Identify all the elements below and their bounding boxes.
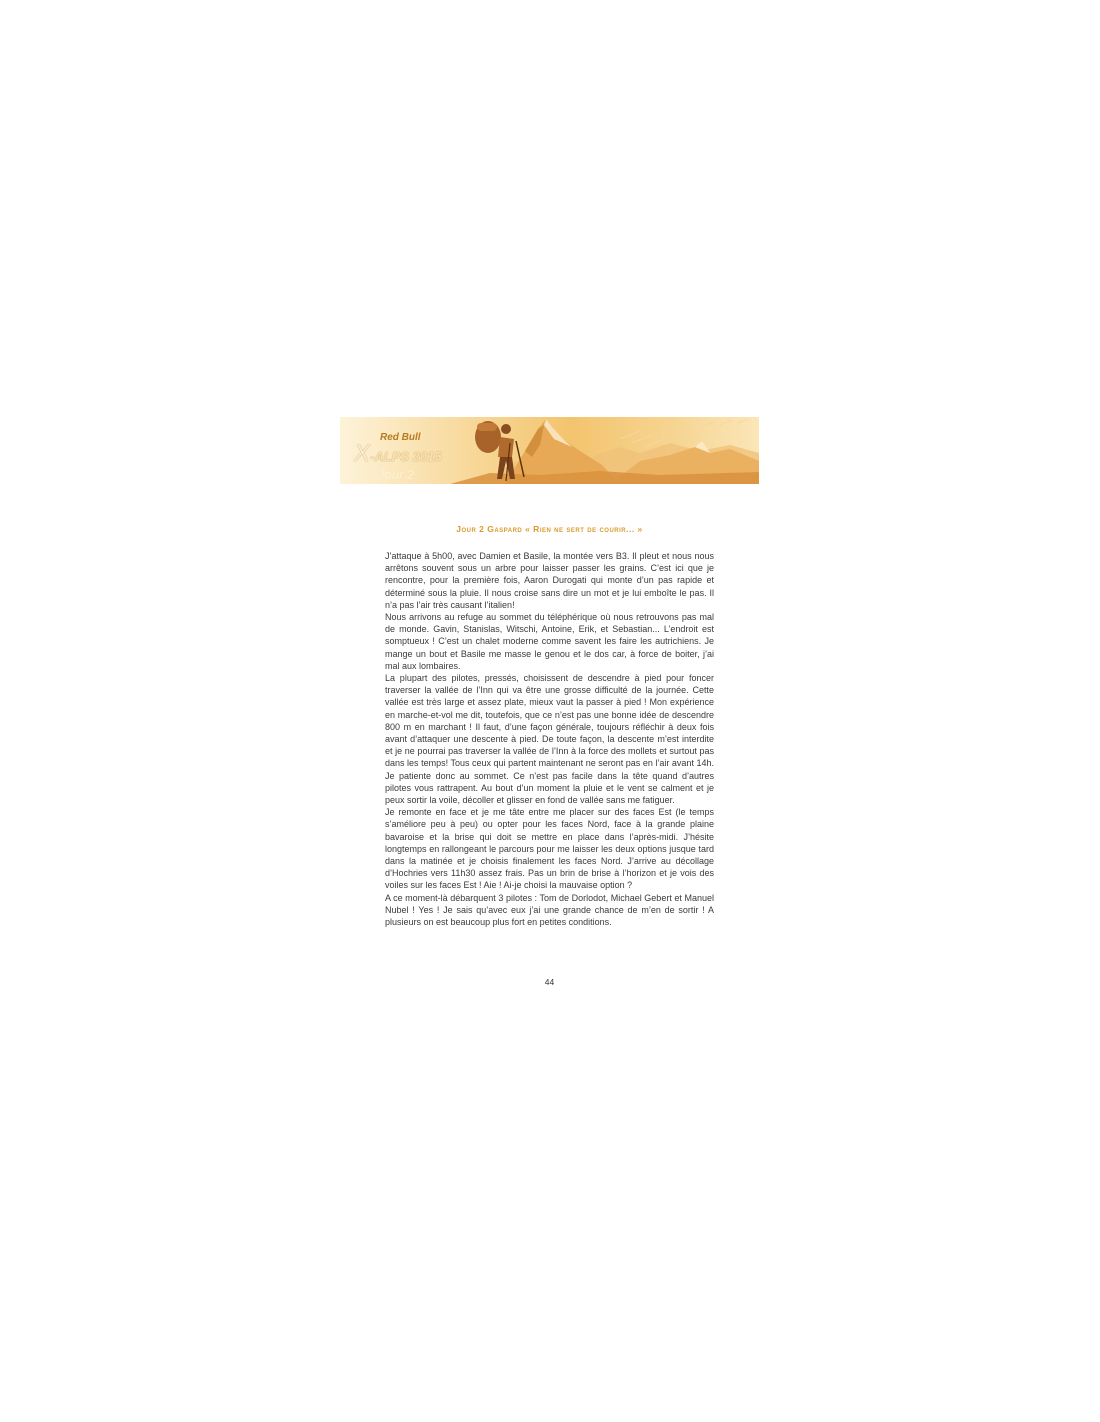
paragraph: Nous arrivons au refuge au sommet du téléphérique où nous retrouvons pas mal de monde. Gavin, Stanislas, Witschi, Antoine, Erik, et Sebastian... L’endroit est somptueux ! C’est un chalet moderne comme savent les faire les autrichiens. Je mange un bout et Basile me masse le genou et le dos car, à force de boiter, j’ai mal aux lombaires.: [385, 612, 714, 671]
paragraph: La plupart des pilotes, pressés, choisissent de descendre à pied pour foncer traverser la vallée de l’Inn qui va être une grosse difficulté de la journée. Cette vallée est très large et assez plate, mieux vaut la passer à pied ! Mon expérience en marche-et-vol me dit, toutefois, que ce n’est pas une bonne idée de descendre 800 m en marchant ! Il faut, d’une façon générale, toujours réfléchir à deux fois avant d’attaquer une descente à pied. De toute façon, la descente m’est interdite et je ne pourrai pas traverser la vallée de l’Inn à la force des mollets et surtout pas dans les temps! Tous ceux qui partent maintenant ne seront pas en l’air avant 14h. Je patiente donc au sommet. Ce n’est pas facile dans la tête quand d’autres pilotes vous rattrapent. Au bout d’un moment la pluie et le vent se calment et je peux sortir la voile, décoller et glisser en fond de vallée sans me fatiguer.: [385, 673, 714, 806]
paragraph: J’attaque à 5h00, avec Damien et Basile, la montée vers B3. Il pleut et nous nous arrêtons souvent sous un arbre pour laisser passer les grains. C’est ici que je rencontre, pour la première fois, Aaron Durogati qui monte d’un pas rapide et déterminé sous la pluie. Il nous croise sans dire un mot et je lui emboîte le pas. Il n’a pas l’air très causant l’italien!: [385, 551, 714, 610]
header-banner: [340, 417, 759, 484]
brand-line3: Jour 2: [378, 467, 415, 482]
brand-x: X: [354, 440, 371, 467]
paragraph: A ce moment-là débarquent 3 pilotes : Tom de Dorlodot, Michael Gebert et Manuel Nubel ! Yes ! Je sais qu’avec eux j’ai une grande chance de m’en de sortir ! A plusieurs on est beaucoup plus fort en petites conditions.: [385, 892, 714, 928]
body-text: [385, 550, 714, 928]
brand-line1: Red Bull: [380, 432, 421, 443]
brand-logo: [354, 431, 474, 481]
chapter-heading: Jour 2 Gaspard « Rien ne sert de courir... »: [456, 524, 643, 534]
paragraph: Je remonte en face et je me tâte entre me placer sur des faces Est (le temps s’améliore peu à peu) ou opter pour les faces Nord, face à la grande plaine bavaroise et la brise qui doit se mettre en place dans l’après-midi. J’hésite longtemps en rallongeant le parcours pour me laisser les deux options jusque tard dans la matinée et je choisis finalement les faces Nord. J’arrive au décollage d’Hochries vers 11h30 assez frais. Pas un brin de brise à l’horizon et je vois des voiles sur les faces Est ! Aie ! Ai-je choisi la mauvaise option ?: [385, 807, 714, 891]
brand-line2-text: -ALPS 2015: [370, 449, 442, 464]
page-number: 44: [544, 977, 555, 987]
brand-line2: [354, 440, 442, 468]
book-page: [340, 417, 759, 1007]
